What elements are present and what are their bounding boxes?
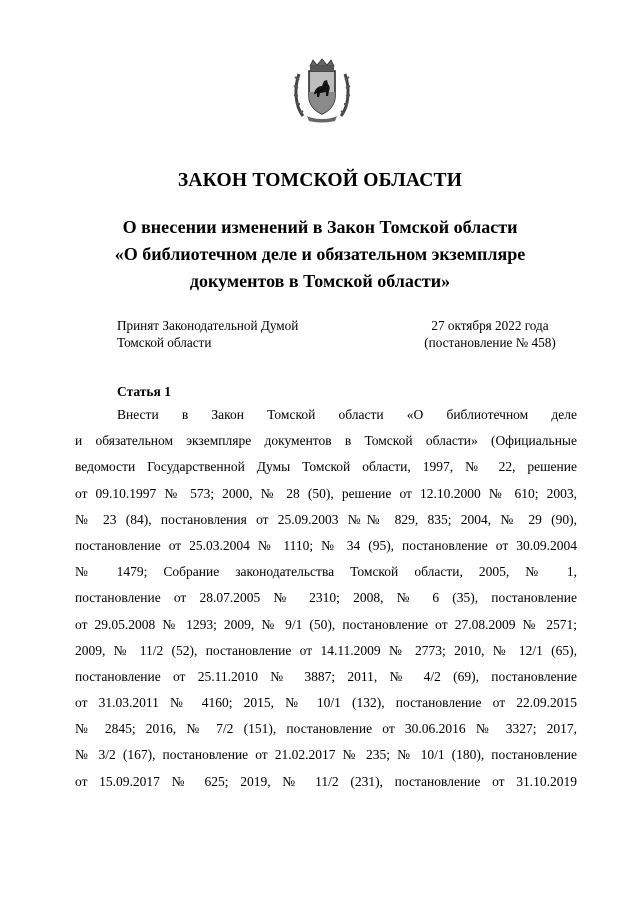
body-line: Внести в Закон Томской области «О библиотечном деле — [117, 407, 577, 422]
adoption-date — [420, 317, 560, 351]
body-line: от 31.03.2011 № 4160; 2015, № 10/1 (132), постановление от 22.09.2015 — [75, 695, 577, 711]
body-line: 2009, № 11/2 (52), постановление от 14.11.2009 № 2773; 2010, № 12/1 (65), — [75, 642, 577, 658]
body-line: от 09.10.1997 № 573; 2000, № 28 (50), решение от 12.10.2000 № 610; 2003, — [75, 485, 577, 501]
adoption-date-line: 27 октября 2022 года — [431, 318, 549, 333]
subtitle-line: документов в Томской области» — [189, 271, 451, 291]
body-line: № 3/2 (167), постановление от 21.02.2017 № 235; № 10/1 (180), постановление — [75, 747, 577, 763]
subtitle-line: «О библиотечном деле и обязательном экземпляре — [114, 244, 526, 264]
body-line: от 15.09.2017 № 625; 2019, № 11/2 (231), постановление от 31.10.2019 — [75, 773, 577, 789]
body-line: № 1479; Собрание законодательства Томской области, 2005, № 1, — [75, 564, 577, 580]
adopting-body-line: Томской области — [117, 335, 212, 350]
body-line: постановление от 25.11.2010 № 3887; 2011, № 4/2 (69), постановление — [75, 668, 577, 684]
body-line: и обязательном экземпляре документов в Томской области» (Официальные — [75, 433, 577, 449]
body-line: постановление от 25.03.2004 № 1110; № 34 (95), постановление от 30.09.2004 — [75, 537, 577, 553]
adopting-body-line: Принят Законодательной Думой — [117, 318, 299, 333]
adoption-resolution-line: (постановление № 458) — [424, 335, 556, 350]
body-line: ведомости Государственной Думы Томской области, 1997, № 22, решение — [75, 459, 577, 475]
article-heading: Статья 1 — [117, 384, 171, 399]
subtitle-line: О внесении изменений в Закон Томской области — [122, 217, 518, 237]
body-line: от 29.05.2008 № 1293; 2009, № 9/1 (50), постановление от 27.08.2009 № 2571; — [75, 616, 577, 632]
document-title: ЗАКОН ТОМСКОЙ ОБЛАСТИ — [177, 170, 463, 191]
article-body — [75, 402, 577, 795]
coat-of-arms-icon — [293, 58, 351, 124]
document-subtitle — [0, 214, 640, 295]
body-line: № 2845; 2016, № 7/2 (151), постановление от 30.06.2016 № 3327; 2017, — [75, 721, 577, 737]
body-line: постановление от 28.07.2005 № 2310; 2008, № 6 (35), постановление — [75, 590, 577, 606]
adopting-body — [117, 317, 298, 351]
body-line: № 23 (84), постановления от 25.09.2003 №№ 829, 835; 2004, № 29 (90), — [75, 511, 577, 527]
